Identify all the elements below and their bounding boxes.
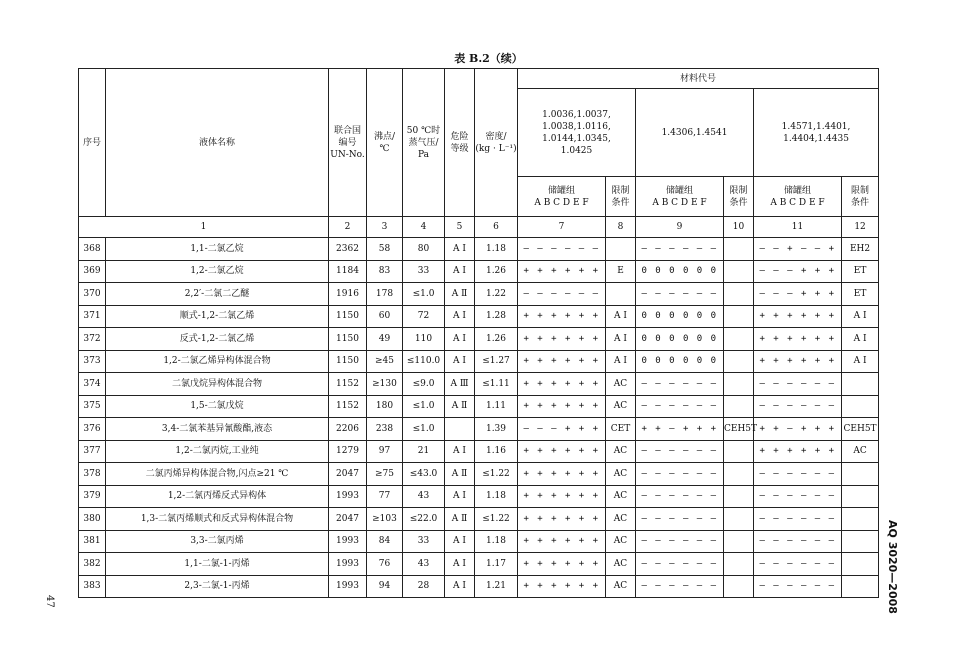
hazard-class: A Ⅰ (445, 530, 475, 553)
restrict-line1: 限制 (729, 185, 748, 196)
tank-group-2: 0 0 0 0 0 0 (636, 260, 724, 283)
standard-number: AQ 3020—2008 (886, 520, 899, 614)
vapor-pressure: 33 (403, 530, 445, 553)
column-number-row (79, 217, 879, 238)
header-mat2: 1.4306,1.4541 (636, 89, 754, 177)
density: 1.26 (475, 260, 518, 283)
table-row (79, 350, 879, 373)
col-number: 12 (842, 217, 879, 238)
density: ≤1.27 (475, 350, 518, 373)
liquid-name: 1,2-二氯丙烯反式异构体 (106, 485, 329, 508)
tank-group-3: — — — — — — (754, 373, 842, 396)
row-number: 379 (79, 485, 106, 508)
un-number: 2362 (329, 238, 367, 261)
boiling-point: 178 (367, 283, 403, 306)
tank-group-3: — — — — — — (754, 530, 842, 553)
tank-group-3: + + + + + + (754, 305, 842, 328)
un-number: 1152 (329, 373, 367, 396)
restriction-3 (842, 463, 879, 486)
restriction-2 (724, 575, 754, 598)
header-vp-line2: 蒸气压/ (408, 137, 439, 148)
restriction-2 (724, 350, 754, 373)
restriction-3 (842, 575, 879, 598)
tank-group-3: — — — — — — (754, 463, 842, 486)
header-un-line2: 编号 (338, 137, 357, 148)
un-number: 1150 (329, 328, 367, 351)
un-number: 1916 (329, 283, 367, 306)
col-number: 9 (636, 217, 724, 238)
header-bp (367, 69, 403, 217)
boiling-point: 76 (367, 553, 403, 576)
tank-group-label: 储罐组 (783, 185, 811, 196)
table-row (79, 305, 879, 328)
un-number: 1993 (329, 553, 367, 576)
tank-group-2: 0 0 0 0 0 0 (636, 328, 724, 351)
density: 1.18 (475, 530, 518, 553)
restriction-2 (724, 485, 754, 508)
density: 1.18 (475, 485, 518, 508)
tank-group-1: + + + + + + (518, 328, 606, 351)
row-number: 376 (79, 418, 106, 441)
tank-group-3: — — — + + + (754, 283, 842, 306)
row-number: 371 (79, 305, 106, 328)
mat1-line2: 1.0038,1.0116, (542, 121, 611, 132)
restriction-3: AC (842, 440, 879, 463)
header-tank-group-2 (636, 177, 724, 217)
tank-group-2: 0 0 0 0 0 0 (636, 350, 724, 373)
tank-group-2: — — — — — — (636, 440, 724, 463)
vapor-pressure: 72 (403, 305, 445, 328)
header-vp-line3: Pa (417, 149, 430, 160)
hazard-class: A Ⅰ (445, 485, 475, 508)
density: ≤1.11 (475, 373, 518, 396)
restriction-3: A Ⅰ (842, 328, 879, 351)
boiling-point: 94 (367, 575, 403, 598)
restriction-3 (842, 530, 879, 553)
tank-group-1: + + + + + + (518, 305, 606, 328)
header-bp-line1: 沸点/ (373, 131, 396, 142)
mat1-line3: 1.0144,1.0345, (542, 133, 611, 144)
vapor-pressure: ≤22.0 (403, 508, 445, 531)
restriction-2 (724, 530, 754, 553)
restriction-1: AC (606, 485, 636, 508)
liquid-name: 1,1-二氯乙烷 (106, 238, 329, 261)
tank-group-1: + + + + + + (518, 575, 606, 598)
tank-group-1: — — — — — — (518, 238, 606, 261)
tank-group-3: — — — — — — (754, 508, 842, 531)
boiling-point: ≥103 (367, 508, 403, 531)
row-number: 382 (79, 553, 106, 576)
tank-group-2: — — — — — — (636, 508, 724, 531)
header-mat1 (518, 89, 636, 177)
header-hazard (445, 69, 475, 217)
density: 1.21 (475, 575, 518, 598)
header-restrict-1 (606, 177, 636, 217)
restriction-1: AC (606, 440, 636, 463)
header-density-line1: 密度/ (485, 131, 507, 142)
hazard-class: A Ⅱ (445, 283, 475, 306)
col-number: 4 (403, 217, 445, 238)
vapor-pressure: ≤1.0 (403, 418, 445, 441)
boiling-point: 60 (367, 305, 403, 328)
restrict-line1: 限制 (851, 185, 870, 196)
header-un-line1: 联合国 (333, 125, 361, 136)
col-number: 3 (367, 217, 403, 238)
hazard-class: A Ⅰ (445, 305, 475, 328)
un-number: 1184 (329, 260, 367, 283)
restriction-1: E (606, 260, 636, 283)
row-number: 383 (79, 575, 106, 598)
header-un-line3: UN-No. (330, 149, 365, 160)
un-number: 1152 (329, 395, 367, 418)
tank-group-2: — — — — — — (636, 530, 724, 553)
restriction-3: A Ⅰ (842, 350, 879, 373)
header-density (475, 69, 518, 217)
restriction-3: ET (842, 283, 879, 306)
liquid-name: 顺式-1,2-二氯乙烯 (106, 305, 329, 328)
row-number: 381 (79, 530, 106, 553)
liquid-name: 1,5-二氯戊烷 (106, 395, 329, 418)
tank-group-3: — — — — — — (754, 553, 842, 576)
header-density-line2: (kg · L⁻¹) (475, 143, 517, 154)
restriction-2 (724, 260, 754, 283)
tank-group-1: + + + + + + (518, 508, 606, 531)
table-row (79, 440, 879, 463)
row-number: 369 (79, 260, 106, 283)
table-row (79, 328, 879, 351)
boiling-point: 84 (367, 530, 403, 553)
vapor-pressure: ≤1.0 (403, 283, 445, 306)
restriction-3 (842, 485, 879, 508)
boiling-point: 83 (367, 260, 403, 283)
header-mat3 (754, 89, 879, 177)
liquid-name: 2,2′-二氯二乙醚 (106, 283, 329, 306)
liquid-name: 二氯丙烯异构体混合物,闪点≥21 ℃ (106, 463, 329, 486)
liquid-name: 3,3-二氯丙烯 (106, 530, 329, 553)
vapor-pressure: 28 (403, 575, 445, 598)
hazard-class: A Ⅲ (445, 373, 475, 396)
table-row (79, 260, 879, 283)
un-number: 2047 (329, 463, 367, 486)
header-tank-group-3 (754, 177, 842, 217)
tank-letters: A B C D E F (770, 197, 825, 208)
restriction-1: CET (606, 418, 636, 441)
row-number: 374 (79, 373, 106, 396)
mat3-line2: 1.4404,1.4435 (783, 133, 849, 144)
tank-group-3: + + + + + + (754, 350, 842, 373)
un-number: 1150 (329, 305, 367, 328)
liquid-name: 3,4-二氯苯基异氰酸酯,液态 (106, 418, 329, 441)
tank-letters: A B C D E F (534, 197, 589, 208)
tank-group-2: — — — — — — (636, 373, 724, 396)
hazard-class (445, 418, 475, 441)
row-number: 377 (79, 440, 106, 463)
density: 1.22 (475, 283, 518, 306)
tank-group-3: — — — + + + (754, 260, 842, 283)
table-row (79, 508, 879, 531)
row-number: 380 (79, 508, 106, 531)
row-number: 373 (79, 350, 106, 373)
restrict-line1: 限制 (611, 185, 630, 196)
boiling-point: ≥130 (367, 373, 403, 396)
mat3-line1: 1.4571,1.4401, (781, 121, 851, 132)
restriction-3: EH2 (842, 238, 879, 261)
restriction-1 (606, 238, 636, 261)
tank-group-3: — — + — — + (754, 238, 842, 261)
col-number: 11 (754, 217, 842, 238)
un-number: 1279 (329, 440, 367, 463)
boiling-point: ≥75 (367, 463, 403, 486)
hazard-class: A Ⅰ (445, 440, 475, 463)
restriction-1: AC (606, 530, 636, 553)
restrict-line2: 条件 (851, 197, 870, 208)
un-number: 2047 (329, 508, 367, 531)
header-hazard-line2: 等级 (450, 143, 469, 154)
table-row (79, 373, 879, 396)
tank-group-3: + + — + + + (754, 418, 842, 441)
liquid-name: 1,2-二氯乙烯异构体混合物 (106, 350, 329, 373)
vapor-pressure: 43 (403, 553, 445, 576)
tank-group-3: — — — — — — (754, 395, 842, 418)
vapor-pressure: ≤110.0 (403, 350, 445, 373)
vapor-pressure: 110 (403, 328, 445, 351)
tank-group-2: — — — — — — (636, 553, 724, 576)
tank-letters: A B C D E F (652, 197, 707, 208)
restriction-2 (724, 395, 754, 418)
mat1-line1: 1.0036,1.0037, (542, 109, 611, 120)
col-number: 6 (475, 217, 518, 238)
boiling-point: 49 (367, 328, 403, 351)
boiling-point: 97 (367, 440, 403, 463)
tank-group-label: 储罐组 (665, 185, 693, 196)
liquid-name: 1,1-二氯-1-丙烯 (106, 553, 329, 576)
tank-group-2: — — — — — — (636, 575, 724, 598)
liquid-name: 1,3-二氯丙烯顺式和反式异构体混合物 (106, 508, 329, 531)
col-number: 5 (445, 217, 475, 238)
density: 1.26 (475, 328, 518, 351)
restriction-2 (724, 328, 754, 351)
restriction-1: AC (606, 373, 636, 396)
row-number: 375 (79, 395, 106, 418)
table-row (79, 575, 879, 598)
hazard-class: A Ⅰ (445, 575, 475, 598)
density: 1.39 (475, 418, 518, 441)
col-number: 2 (329, 217, 367, 238)
restriction-1: AC (606, 395, 636, 418)
restriction-3 (842, 373, 879, 396)
vapor-pressure: 43 (403, 485, 445, 508)
header-materials: 材料代号 (518, 69, 879, 89)
restriction-2 (724, 553, 754, 576)
table-row (79, 530, 879, 553)
hazard-class: A Ⅱ (445, 508, 475, 531)
un-number: 1993 (329, 485, 367, 508)
tank-group-1: + + + + + + (518, 463, 606, 486)
restriction-2: CEH5T (724, 418, 754, 441)
restriction-2 (724, 373, 754, 396)
tank-group-label: 储罐组 (547, 185, 575, 196)
restriction-2 (724, 283, 754, 306)
restriction-1 (606, 283, 636, 306)
header-seq: 序号 (79, 69, 106, 217)
boiling-point: 77 (367, 485, 403, 508)
liquid-name: 1,2-二氯丙烷,工业纯 (106, 440, 329, 463)
page-number: 47 (44, 595, 55, 608)
tank-group-1: + + + + + + (518, 260, 606, 283)
col-number: 10 (724, 217, 754, 238)
boiling-point: 58 (367, 238, 403, 261)
liquid-name: 2,3-二氯-1-丙烯 (106, 575, 329, 598)
tank-group-2: — — — — — — (636, 395, 724, 418)
row-number: 368 (79, 238, 106, 261)
hazard-class: A Ⅰ (445, 260, 475, 283)
table-row (79, 238, 879, 261)
tank-group-3: — — — — — — (754, 575, 842, 598)
boiling-point: 238 (367, 418, 403, 441)
tank-group-1: + + + + + + (518, 395, 606, 418)
restriction-1: A Ⅰ (606, 305, 636, 328)
row-number: 372 (79, 328, 106, 351)
tank-group-2: — — — — — — (636, 283, 724, 306)
restriction-2 (724, 508, 754, 531)
hazard-class: A Ⅰ (445, 553, 475, 576)
vapor-pressure: ≤1.0 (403, 395, 445, 418)
hazard-class: A Ⅰ (445, 350, 475, 373)
vapor-pressure: 80 (403, 238, 445, 261)
hazard-class: A Ⅰ (445, 328, 475, 351)
un-number: 1993 (329, 530, 367, 553)
restriction-1: AC (606, 463, 636, 486)
liquid-name: 1,2-二氯乙烷 (106, 260, 329, 283)
density: 1.17 (475, 553, 518, 576)
density: 1.11 (475, 395, 518, 418)
hazard-class: A Ⅱ (445, 463, 475, 486)
restriction-3: ET (842, 260, 879, 283)
restriction-3: CEH5T (842, 418, 879, 441)
tank-group-1: + + + + + + (518, 440, 606, 463)
restriction-2 (724, 238, 754, 261)
col-number: 1 (79, 217, 329, 238)
restriction-1: A Ⅰ (606, 328, 636, 351)
hazard-class: A Ⅱ (445, 395, 475, 418)
tank-group-1: + + + + + + (518, 373, 606, 396)
tank-group-1: — — — + + + (518, 418, 606, 441)
header-un (329, 69, 367, 217)
density: ≤1.22 (475, 508, 518, 531)
restriction-1: AC (606, 508, 636, 531)
restriction-2 (724, 305, 754, 328)
table-title: 表 B.2（续） (454, 52, 523, 65)
row-number: 378 (79, 463, 106, 486)
tank-group-2: + + — + + + (636, 418, 724, 441)
vapor-pressure: 21 (403, 440, 445, 463)
tank-group-3: + + + + + + (754, 440, 842, 463)
tank-group-1: + + + + + + (518, 530, 606, 553)
table-row (79, 485, 879, 508)
density: 1.18 (475, 238, 518, 261)
data-table (78, 68, 879, 598)
vapor-pressure: ≤43.0 (403, 463, 445, 486)
density: ≤1.22 (475, 463, 518, 486)
density: 1.16 (475, 440, 518, 463)
header-hazard-line1: 危险 (450, 131, 469, 142)
restriction-2 (724, 440, 754, 463)
density: 1.28 (475, 305, 518, 328)
col-number: 7 (518, 217, 606, 238)
restriction-2 (724, 463, 754, 486)
header-vp (403, 69, 445, 217)
header-vp-line1: 50 ℃时 (406, 125, 441, 136)
tank-group-1: — — — — — — (518, 283, 606, 306)
header-name: 液体名称 (106, 69, 329, 217)
vapor-pressure: 33 (403, 260, 445, 283)
restrict-line2: 条件 (729, 197, 748, 208)
restriction-3: A Ⅰ (842, 305, 879, 328)
table-row (79, 463, 879, 486)
un-number: 1150 (329, 350, 367, 373)
restriction-1: A Ⅰ (606, 350, 636, 373)
boiling-point: 180 (367, 395, 403, 418)
table-row (79, 283, 879, 306)
tank-group-3: + + + + + + (754, 328, 842, 351)
table-row (79, 553, 879, 576)
tank-group-2: — — — — — — (636, 238, 724, 261)
restriction-1: AC (606, 553, 636, 576)
vapor-pressure: ≤9.0 (403, 373, 445, 396)
un-number: 2206 (329, 418, 367, 441)
restriction-3 (842, 553, 879, 576)
row-number: 370 (79, 283, 106, 306)
restrict-line2: 条件 (611, 197, 630, 208)
header-restrict-3 (842, 177, 879, 217)
tank-group-1: + + + + + + (518, 350, 606, 373)
header-bp-line2: ℃ (379, 143, 390, 154)
tank-group-3: — — — — — — (754, 485, 842, 508)
mat1-line4: 1.0425 (560, 145, 593, 156)
tank-group-1: + + + + + + (518, 553, 606, 576)
col-number: 8 (606, 217, 636, 238)
un-number: 1993 (329, 575, 367, 598)
boiling-point: ≥45 (367, 350, 403, 373)
tank-group-2: — — — — — — (636, 463, 724, 486)
liquid-name: 二氯戊烷异构体混合物 (106, 373, 329, 396)
tank-group-1: + + + + + + (518, 485, 606, 508)
header-restrict-2 (724, 177, 754, 217)
restriction-1: AC (606, 575, 636, 598)
restriction-3 (842, 508, 879, 531)
table-row (79, 395, 879, 418)
tank-group-2: 0 0 0 0 0 0 (636, 305, 724, 328)
restriction-3 (842, 395, 879, 418)
table-row (79, 418, 879, 441)
tank-group-2: — — — — — — (636, 485, 724, 508)
liquid-name: 反式-1,2-二氯乙烯 (106, 328, 329, 351)
hazard-class: A Ⅰ (445, 238, 475, 261)
header-tank-group-1 (518, 177, 606, 217)
